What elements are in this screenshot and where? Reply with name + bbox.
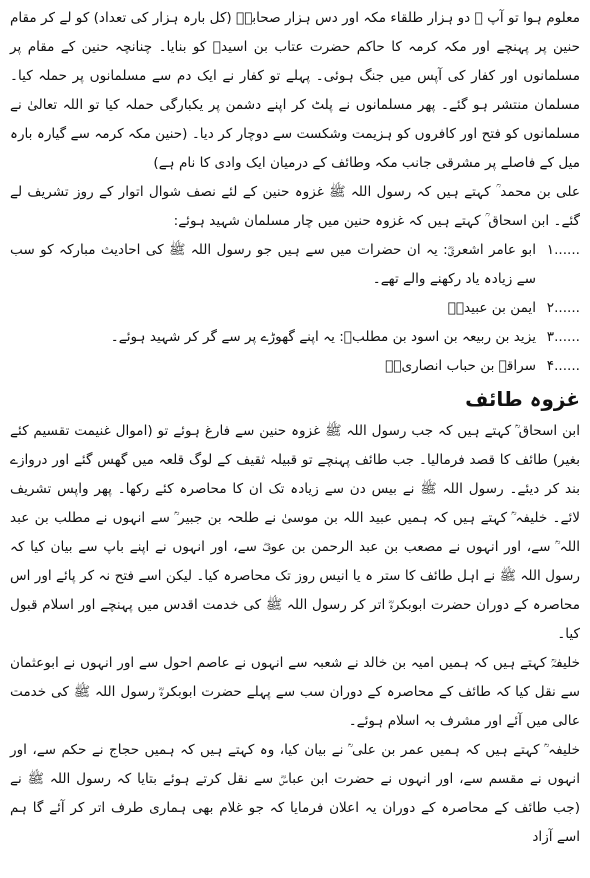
- paragraph-taif-siege: ابن اسحاق ؒ کہتے ہیں کہ جب رسول اللہ ﷺ غزوہ حنین سے فارغ ہوئے تو (اموال غنیمت تقسیم کئے بغیر) طائف کا قصد فرمالیا۔ جب طائف پہنچے تو قبیلہ ثقیف کے لوگ قلعہ میں گھس گئے اور دروازے بند کر دیئے۔ رسول اللہ ﷺ نے بیس دن سے زیادہ تک ان کا محاصرہ کئے رکھا۔ پھر واپس تشریف لائے۔ خلیفہ ؒ کہتے ہیں کہ ہمیں عبید اللہ بن موسیٰ نے طلحہ بن جبیر ؒ سے انہوں نے مطلب بن عبد اللہ ؒ سے، اور انہوں نے مصعب بن عبد الرحمن بن عوفؓ سے، اور انہوں نے اپنے باپ سے بیان کیا کہ رسول اللہ ﷺ نے اہل طائف کا ستر ہ یا انیس روز تک محاصرہ کیا۔ لیکن اسے فتح نہ کر پائے اور اس محاصرہ کے دوران حضرت ابوبکرہؓ اتر کر رسول اللہ ﷺ کی خدمت اقدس میں پہنچے اور اسلام قبول کیا۔: [10, 423, 580, 642]
- list-item-text: ایمن بن عبیدؓ۔: [447, 300, 536, 316]
- list-item-text: یزید بن ربیعہ بن اسود بن مطلبؓ: یہ اپنے گھوڑے پر سے گر کر شہید ہوئے۔: [110, 329, 536, 345]
- list-item-number: ۲......: [546, 300, 580, 316]
- list-item-number: ۱......: [546, 242, 580, 258]
- list-item: [10, 323, 580, 352]
- paragraph-hunain-departure: علی بن محمد ؒ کہتے ہیں کہ رسول اللہ ﷺ غزوہ حنین کے لئے نصف شوال اتوار کے روز تشریف لے گئے۔ ابن اسحاق ؒ کہتے ہیں کہ غزوہ حنین میں چار مسلمان شہید ہوئے:: [10, 184, 580, 229]
- section-heading: غزوہ طائف: [465, 387, 580, 411]
- list-item-text: سراقہ بن حباب انصاریؓ۔: [385, 358, 536, 374]
- list-item-number: ۴......: [546, 358, 580, 374]
- list-item: [10, 236, 580, 294]
- list-item-text: ابو عامر اشعریؓ: یہ ان حضرات میں سے ہیں جو رسول اللہ ﷺ کی احادیث مبارکہ کو سب سے زیادہ یاد رکھنے والے تھے۔: [10, 242, 536, 287]
- list-item: [10, 294, 580, 323]
- martyrs-list: [10, 236, 580, 381]
- paragraph-ibn-abbas: خلیفہ ؒ کہتے ہیں کہ ہمیں عمر بن علی ؒ نے بیان کیا، وہ کہتے ہیں کہ ہمیں حجاج نے حکم سے، اور انہوں نے مقسم سے، اور انہوں نے حضرت ابن عباسؓ سے نقل کرتے ہوئے بتایا کہ رسول اللہ ﷺ نے (جب طائف کے محاصرہ کے دوران یہ اعلان فرمایا کہ جو غلام بھی ہماری طرف اتر کر آئے گا ہم اسے آزاد: [10, 742, 580, 845]
- list-item-number: ۳......: [546, 329, 580, 345]
- paragraph-abu-bakrah: خلیفہؒ کہتے ہیں کہ ہمیں امیہ بن خالد نے شعبہ سے انہوں نے عاصم احول سے اور انہوں نے ابوعثمان سے نقل کیا کہ طائف کے محاصرہ کے دوران سب سے پہلے حضرت ابوبکرہؓ رسول اللہ ﷺ کی خدمت عالی میں آئے اور مشرف بہ اسلام ہوئے۔: [10, 655, 580, 729]
- paragraph-hunain-battle: معلوم ہوا تو آپ ﷺ دو ہزار طلقاء مکہ اور دس ہزار صحابہؓ (کل بارہ ہزار کی تعداد) کو لے کر مقام حنین پر پہنچے اور مکہ کرمہ کا حاکم حضرت عتاب بن اسیدؓ کو بنایا۔ چنانچہ حنین کے مقام پر مسلمانوں اور کفار کی آپس میں جنگ ہوئی۔ پہلے تو کفار نے ایک دم سے مسلمانوں پر حملہ کیا۔ مسلمان منتشر ہو گئے۔ پھر مسلمانوں نے پلٹ کر اپنے دشمن پر یکبارگی حملہ کیا تو اللہ تعالیٰ نے مسلمانوں کو فتح اور کافروں کو ہزیمت وشکست سے دوچار کر دیا۔ (حنین مکہ کرمہ سے گیارہ بارہ میل کے فاصلے پر مشرقی جانب مکہ وطائف کے درمیان ایک وادی کا نام ہے): [10, 10, 580, 171]
- list-item: [10, 352, 580, 381]
